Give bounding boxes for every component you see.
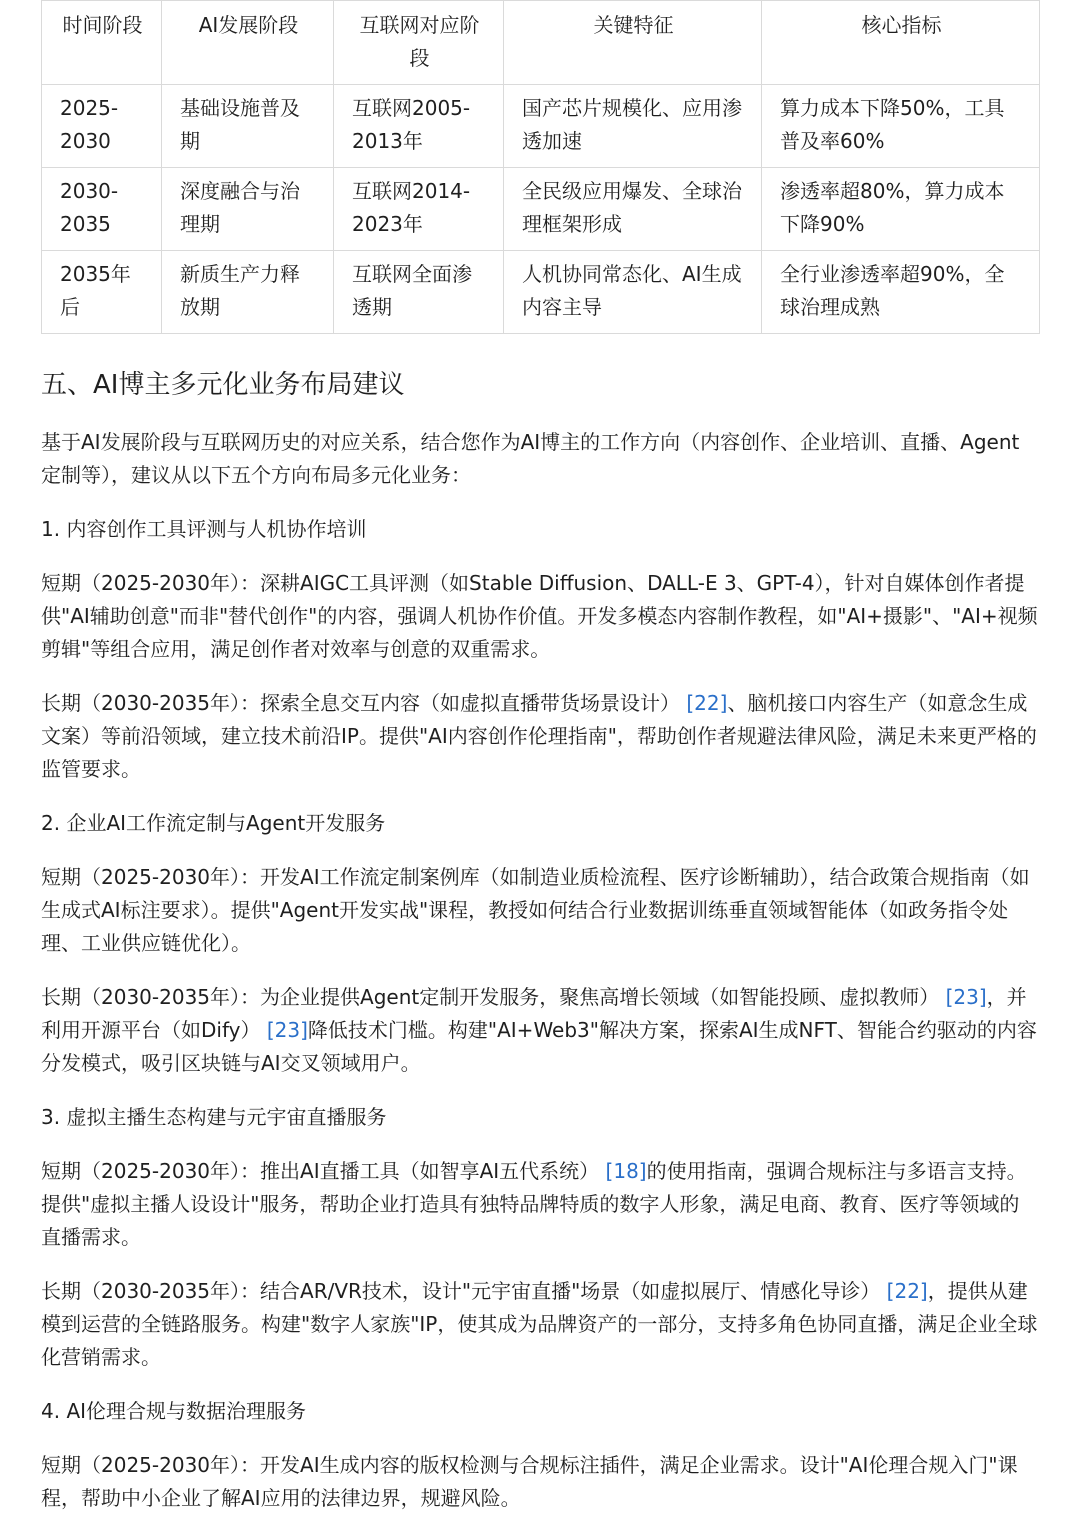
- table-cell: 2025-2030: [42, 85, 162, 168]
- paragraph-text: ，并利用开源平台（如Dify）: [41, 985, 1027, 1042]
- subsection-title-1: 1. 内容创作工具评测与人机协作培训: [41, 517, 367, 541]
- subsection-title-2: 2. 企业AI工作流定制与Agent开发服务: [41, 811, 386, 835]
- short-term-paragraph: [41, 1155, 1039, 1254]
- paragraph-text: ，提供从建模到运营的全链路服务。构建"数字人家族"IP，使其成为品牌资产的一部分，支持多角色协同直播，满足企业全球化营销需求。: [41, 1279, 1038, 1369]
- header-time-stage: 时间阶段: [42, 1, 162, 85]
- paragraph-text: 短期（2025-2030年）：开发AI工作流定制案例库（如制造业质检流程、医疗诊断辅助），结合政策合规指南（如生成式AI标注要求）。提供"Agent开发实战"课程，教授如何结合行业数据训练垂直领域智能体（如政务指令处理、工业供应链优化）。: [41, 865, 1030, 955]
- section-heading: 五、AI博主多元化业务布局建议: [41, 370, 405, 400]
- table-cell: 新质生产力释放期: [162, 251, 334, 334]
- table-header-row: [42, 1, 1040, 85]
- table-cell: 人机协同常态化、AI生成内容主导: [504, 251, 762, 334]
- long-term-paragraph: [41, 687, 1039, 786]
- table-cell: 全行业渗透率超90%，全球治理成熟: [762, 251, 1040, 334]
- citation-link[interactable]: [18]: [605, 1159, 647, 1183]
- long-term-paragraph: [41, 981, 1039, 1080]
- table-cell: 互联网2014-2023年: [334, 168, 504, 251]
- table-cell: 渗透率超80%，算力成本下降90%: [762, 168, 1040, 251]
- table-row: [42, 168, 1040, 251]
- stage-comparison-table: [41, 0, 1040, 334]
- table-cell: 国产芯片规模化、应用渗透加速: [504, 85, 762, 168]
- long-term-paragraph: [41, 1275, 1039, 1374]
- citation-link[interactable]: [22]: [886, 1279, 928, 1303]
- table-row: [42, 251, 1040, 334]
- subsection-title-3: 3. 虚拟主播生态构建与元宇宙直播服务: [41, 1105, 387, 1129]
- paragraph-text: 的使用指南，强调合规标注与多语言支持。提供"虚拟主播人设设计"服务，帮助企业打造具有独特品牌特质的数字人形象，满足电商、教育、医疗等领域的直播需求。: [41, 1159, 1027, 1249]
- table-cell: 算力成本下降50%，工具普及率60%: [762, 85, 1040, 168]
- intro-paragraph: 基于AI发展阶段与互联网历史的对应关系，结合您作为AI博主的工作方向（内容创作、企业培训、直播、Agent定制等），建议从以下五个方向布局多元化业务：: [41, 430, 1020, 487]
- table-cell: 互联网2005-2013年: [334, 85, 504, 168]
- table-cell: 互联网全面渗透期: [334, 251, 504, 334]
- paragraph-text: 短期（2025-2030年）：深耕AIGC工具评测（如Stable Diffusion、DALL-E 3、GPT-4），针对自媒体创作者提供"AI辅助创意"而非"替代创作"的内容，强调人机协作价值。开发多模态内容制作教程，如"AI+摄影"、"AI+视频剪辑"等组合应用，满足创作者对效率与创意的双重需求。: [41, 571, 1038, 661]
- citation-link[interactable]: [23]: [266, 1018, 308, 1042]
- subsection-title-4: 4. AI伦理合规与数据治理服务: [41, 1399, 307, 1423]
- table-row: [42, 85, 1040, 168]
- table-cell: 基础设施普及期: [162, 85, 334, 168]
- paragraph-text: 长期（2030-2035年）：探索全息交互内容（如虚拟直播带货场景设计）: [41, 691, 681, 715]
- paragraph-text: 、脑机接口内容生产（如意念生成文案）等前沿领域，建立技术前沿IP。提供"AI内容创作伦理指南"，帮助创作者规避法律风险，满足未来更严格的监管要求。: [41, 691, 1037, 781]
- table-cell: 深度融合与治理期: [162, 168, 334, 251]
- short-term-paragraph: [41, 1449, 1039, 1515]
- citation-link[interactable]: [22]: [686, 691, 728, 715]
- paragraph-text: 长期（2030-2035年）：结合AR/VR技术，设计"元宇宙直播"场景（如虚拟展厅、情感化导诊）: [41, 1279, 881, 1303]
- header-core-metrics: 核心指标: [762, 1, 1040, 85]
- table-cell: 2035年后: [42, 251, 162, 334]
- short-term-paragraph: [41, 567, 1039, 666]
- header-ai-stage: AI发展阶段: [162, 1, 334, 85]
- paragraph-text: 长期（2030-2035年）：为企业提供Agent定制开发服务，聚焦高增长领域（如智能投顾、虚拟教师）: [41, 985, 940, 1009]
- paragraph-text: 短期（2025-2030年）：推出AI直播工具（如智享AI五代系统）: [41, 1159, 600, 1183]
- header-internet-stage: 互联网对应阶段: [334, 1, 504, 85]
- header-key-features: 关键特征: [504, 1, 762, 85]
- paragraph-text: 短期（2025-2030年）：开发AI生成内容的版权检测与合规标注插件，满足企业需求。设计"AI伦理合规入门"课程，帮助中小企业了解AI应用的法律边界，规避风险。: [41, 1453, 1018, 1510]
- article: [41, 0, 1039, 1515]
- table-cell: 全民级应用爆发、全球治理框架形成: [504, 168, 762, 251]
- paragraph-text: 降低技术门槛。构建"AI+Web3"解决方案，探索AI生成NFT、智能合约驱动的内容分发模式，吸引区块链与AI交叉领域用户。: [41, 1018, 1037, 1075]
- table-cell: 2030-2035: [42, 168, 162, 251]
- citation-link[interactable]: [23]: [945, 985, 987, 1009]
- short-term-paragraph: [41, 861, 1039, 960]
